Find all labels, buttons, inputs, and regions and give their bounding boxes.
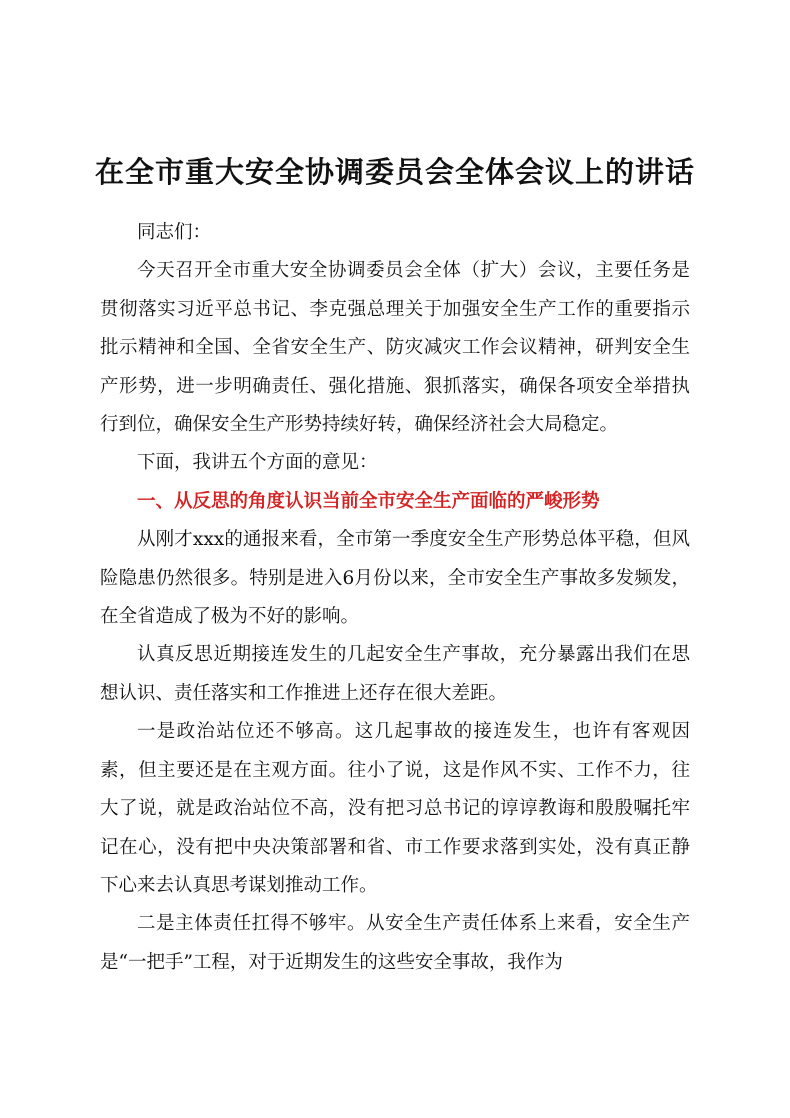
paragraph: 认真反思近期接连发生的几起安全生产事故，充分暴露出我们在思想认识、责任落实和工作推进上还存在很大差距。 bbox=[100, 644, 690, 704]
paragraph: 一是政治站位还不够高。这几起事故的接连发生，也许有客观因素，但主要还是在主观方面。往小了说，这是作风不实、工作不力，往大了说，就是政治站位不高，没有把习总书记的谆谆教诲和殷殷嘱托牢记在心，没有把中央决策部署和省、市工作要求落到实处，没有真正静下心来去认真思考谋划推动工作。 bbox=[100, 721, 690, 896]
paragraph-intro: 今天召开全市重大安全协调委员会全体（扩大）会议，主要任务是贯彻落实习近平总书记、李克强总理关于加强安全生产工作的重要指示批示精神和全国、全省安全生产、防灾减灾工作会议精神，研判安全生产形势，进一步明确责任、强化措施、狠抓落实，确保各项安全举措执行到位，确保安全生产形势持续好转，确保经济社会大局稳定。 bbox=[100, 260, 690, 436]
document-body bbox=[100, 214, 690, 982]
paragraph: 从刚才xxx的通报来看，全市第一季度安全生产形势总体平稳，但风险隐患仍然很多。特别是进入6月份以来，全市安全生产事故多发频发，在全省造成了极为不好的影响。 bbox=[100, 529, 690, 628]
greeting: 同志们： bbox=[137, 222, 212, 243]
paragraph-outline: 下面，我讲五个方面的意见： bbox=[137, 452, 378, 474]
section-heading-1: 一、从反思的角度认识当前全市安全生产面临的严峻形势 bbox=[137, 490, 600, 512]
document-title: 在全市重大安全协调委员会全体会议上的讲话 bbox=[94, 155, 695, 189]
paragraph: 二是主体责任扛得不够牢。从安全生产责任体系上来看，安全生产是“一把手”工程，对于近期发生的这些安全事故，我作为 bbox=[100, 913, 690, 973]
